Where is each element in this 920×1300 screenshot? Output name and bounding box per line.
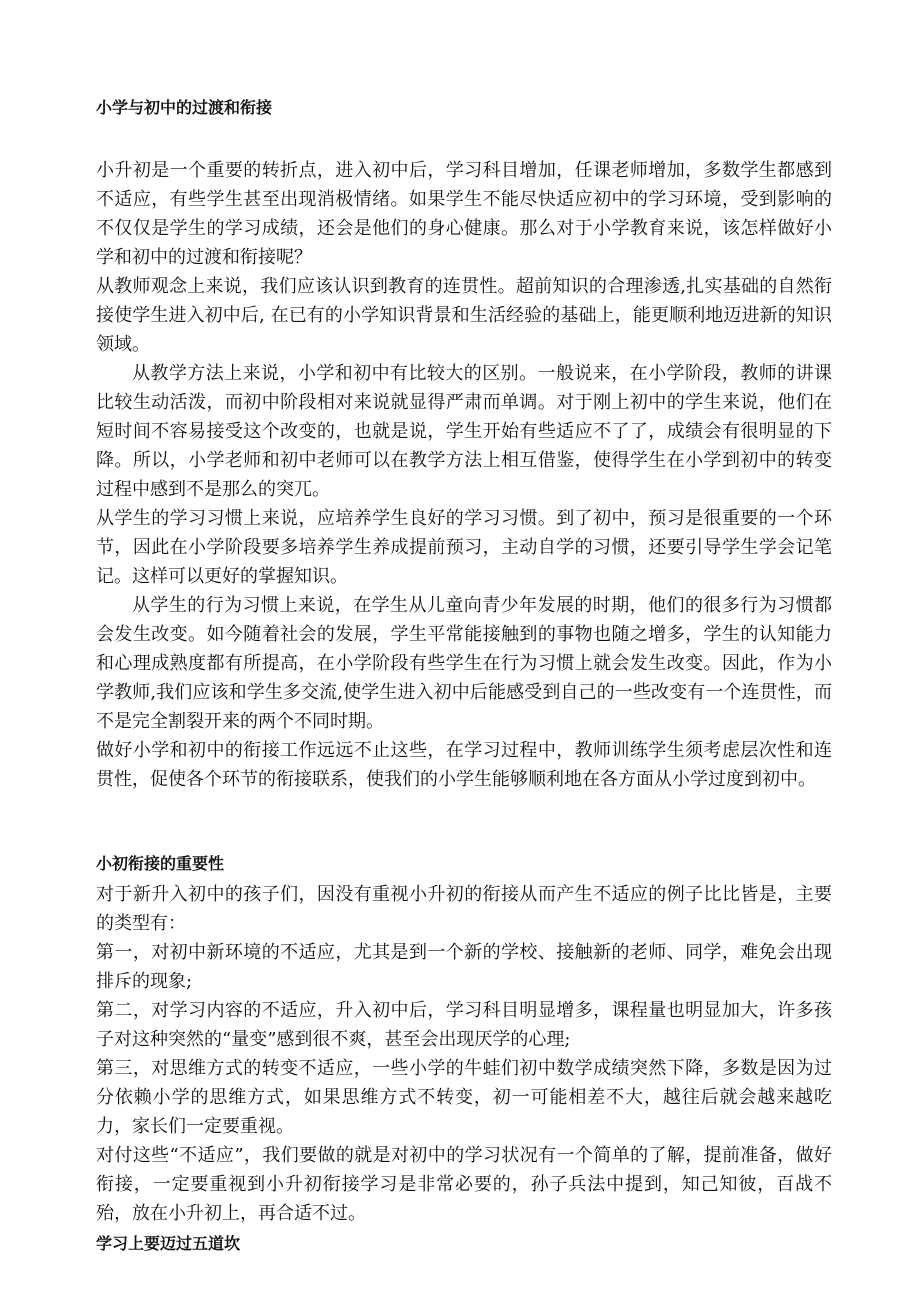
paragraph-conclusion: 做好小学和初中的衔接工作远远不止这些，在学习过程中，教师训练学生须考虑层次性和连贯性，促使各个环节的衔接联系，使我们的小学生能够顺利地在各方面从小学过度到初中。 [96,740,832,790]
paragraph-teaching-method: 从教学方法上来说，小学和初中有比较大的区别。一般说来，在小学阶段，教师的讲课比较生动活泼，而初中阶段相对来说就显得严肃而单调。对于刚上初中的学生来说，他们在短时间不容易接受这个改变的，也就是说，学生开始有些适应不了了，成绩会有很明显的下降。所以，小学老师和初中老师可以在教学方法上相互借鉴，使得学生在小学到初中的转变过程中感到不是那么的突兀。 [96,363,832,500]
paragraph-study-habits: 从学生的学习习惯上来说，应培养学生良好的学习习惯。到了初中，预习是很重要的一个环节，因此在小学阶段要多培养学生养成提前预习，主动自学的习惯，还要引导学生学会记笔记。这样可以更好的掌握知识。 [96,508,832,587]
spacer [96,124,832,156]
paragraph-teacher-concept: 从教师观念上来说，我们应该认识到教育的连贯性。超前知识的合理渗透,扎实基础的自然衔接使学生进入初中后, 在已有的小学知识背景和生活经验的基础上，能更顺利地迈进新的知识领域。 [96,276,832,355]
paragraph-importance-intro: 对于新升入初中的孩子们，因没有重视小升初的衔接从而产生不适应的例子比比皆是，主要的类型有： [96,884,832,934]
document-page [96,92,832,1260]
paragraph-behavior-habits: 从学生的行为习惯上来说，在学生从儿童向青少年发展的时期，他们的很多行为习惯都会发生改变。如今随着社会的发展，学生平常能接触到的事物也随之增多，学生的认知能力和心理成熟度都有所提高，在小学阶段有些学生在行为习惯上就会发生改变。因此，作为小学教师,我们应该和学生多交流,使学生进入初中后能感受到自己的一些改变有一个连贯性，而不是完全割裂开来的两个不同时期。 [96,595,832,732]
paragraph-response: 对付这些“不适应”，我们要做的就是对初中的学习状况有一个简单的了解，提前准备，做好衔接，一定要重视到小升初衔接学习是非常必要的，孙子兵法中提到，知己知彼，百战不殆，放在小升初上，再合适不过。 [96,1145,832,1224]
section-title-five-hurdles: 学习上要迈过五道坎 [96,1234,241,1253]
paragraph-point-one: 第一，对初中新环境的不适应，尤其是到一个新的学校、接触新的老师、同学，难免会出现排斥的现象; [96,942,832,992]
paragraph-point-three: 第三，对思维方式的转变不适应，一些小学的牛蛙们初中数学成绩突然下降，多数是因为过分依赖小学的思维方式，如果思维方式不转变，初一可能相差不大，越往后就会越来越吃力，家长们一定要重视。 [96,1058,832,1137]
paragraph-point-two: 第二，对学习内容的不适应，升入初中后，学习科目明显增多，课程量也明显加大，许多孩子对这种突然的“量变”感到很不爽，甚至会出现厌学的心理; [96,1000,832,1050]
section-title-importance: 小初衔接的重要性 [96,854,225,873]
paragraph-intro: 小升初是一个重要的转折点，进入初中后，学习科目增加，任课老师增加，多数学生都感到不适应，有些学生甚至出现消极情绪。如果学生不能尽快适应初中的学习环境，受到影响的不仅仅是学生的学习成绩，还会是他们的身心健康。那么对于小学教育来说，该怎样做好小学和初中的过渡和衔接呢？ [96,160,832,268]
section-title-transition: 小学与初中的过渡和衔接 [96,98,273,117]
spacer [96,794,832,848]
